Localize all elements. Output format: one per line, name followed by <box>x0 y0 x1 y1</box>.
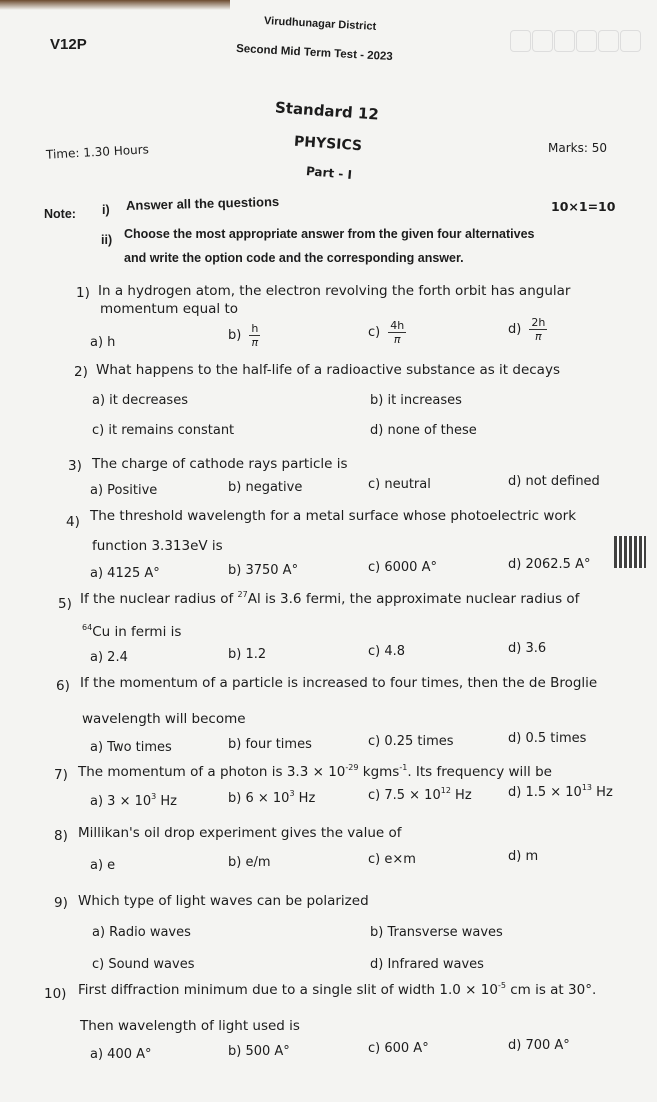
question-text <box>78 825 402 841</box>
option-label: c) e×m <box>368 852 416 867</box>
option-label: c) Sound waves <box>92 957 195 972</box>
option-a <box>90 1047 152 1062</box>
question-number: 5) <box>58 596 72 612</box>
option-label: d) 3.6 <box>508 641 547 656</box>
option-c <box>368 477 431 492</box>
option-b <box>370 925 503 940</box>
option-label: b) 1.2 <box>228 647 267 662</box>
question-number: 8) <box>54 828 68 844</box>
subject-title: PHYSICS <box>293 133 363 155</box>
option-d <box>508 557 590 572</box>
question-number: 9) <box>54 895 68 911</box>
superscript: -1 <box>399 763 408 772</box>
exponent: 3 <box>289 789 295 798</box>
option-b <box>228 791 315 806</box>
option-c <box>368 644 405 659</box>
option-label: b) Transverse waves <box>370 925 503 940</box>
option-c <box>92 957 194 972</box>
option-label: d) 2062.5 A° <box>508 557 591 572</box>
option-d <box>508 316 547 343</box>
question-text <box>98 283 570 299</box>
option-c <box>368 1041 429 1056</box>
option-label: d) 0.5 times <box>508 731 587 746</box>
denominator: π <box>535 330 542 343</box>
option-b <box>228 480 302 495</box>
option-label: c) 0.25 times <box>368 734 454 749</box>
option-d <box>508 641 546 656</box>
text-segment: First diffraction minimum due to a single slit of width 1.0 × 10 <box>78 982 498 998</box>
option-c <box>368 852 416 867</box>
unit: Hz <box>156 794 177 809</box>
text-segment: wavelength will become <box>82 711 246 727</box>
option-label: a) Radio waves <box>92 925 191 940</box>
option-b <box>228 647 266 662</box>
standard-label: Standard 12 <box>274 98 380 124</box>
text-segment: Which type of light waves can be polarized <box>78 893 369 909</box>
qr-code <box>614 536 646 568</box>
text-segment: If the momentum of a particle is increased to four times, then the de Broglie <box>80 675 598 691</box>
question-number: 3) <box>68 458 82 474</box>
option-d <box>508 731 586 746</box>
option-label: c) 7.5 × 10 <box>368 788 441 803</box>
text-segment: cm is at 30°. <box>505 982 597 998</box>
superscript: -5 <box>497 981 506 990</box>
question-number: 6) <box>56 678 70 694</box>
note-ii-line2: and write the option code and the corresponding answer. <box>124 251 464 265</box>
question-text <box>92 456 348 472</box>
register-number-boxes <box>510 30 642 52</box>
option-b <box>370 393 462 408</box>
question-text <box>82 711 246 727</box>
option-label: b) 500 A° <box>228 1044 290 1059</box>
option-b <box>228 855 271 870</box>
unit: Hz <box>450 788 472 803</box>
question-number: 4) <box>66 514 80 530</box>
option-d <box>370 957 484 972</box>
part-label: Part - I <box>305 164 353 182</box>
option-c <box>92 423 234 438</box>
option-label: a) it decreases <box>92 393 188 408</box>
text-segment: The momentum of a photon is 3.3 × 10 <box>78 764 346 780</box>
numerator: h <box>251 322 259 335</box>
option-a <box>90 566 160 581</box>
superscript: -29 <box>345 763 359 772</box>
fraction <box>529 316 547 343</box>
marks-formula: 10×1=10 <box>551 199 616 214</box>
option-a <box>90 650 128 665</box>
option-label: c) 6000 A° <box>368 560 437 575</box>
option-label: d) m <box>508 849 539 864</box>
option-a <box>92 393 188 408</box>
district-name: Virudhunagar District <box>263 15 377 33</box>
question-text <box>78 764 552 780</box>
option-a <box>92 925 191 940</box>
text-segment: . Its frequency will be <box>407 764 552 780</box>
numerator: 2h <box>531 316 546 329</box>
option-b <box>228 322 260 349</box>
note-i-number: i) <box>102 203 110 217</box>
option-label: d) not defined <box>508 474 600 489</box>
option-label: d) 1.5 × 10 <box>508 785 582 800</box>
unit: Hz <box>294 791 316 806</box>
option-a <box>90 335 115 350</box>
option-b <box>228 563 298 578</box>
text-segment: The charge of cathode rays particle is <box>92 456 348 472</box>
question-number: 7) <box>54 767 68 783</box>
fraction <box>249 322 260 349</box>
scan-edge <box>0 0 230 10</box>
question-text <box>78 982 596 998</box>
option-d <box>508 849 538 864</box>
text-segment: momentum equal to <box>100 301 239 317</box>
text-segment: function 3.313eV is <box>92 538 223 554</box>
option-label: b) e/m <box>228 855 271 870</box>
option-label: a) Positive <box>90 483 158 498</box>
note-i-text: Answer all the questions <box>125 193 280 214</box>
option-label: b) 6 × 10 <box>228 791 290 806</box>
question-text <box>92 538 223 554</box>
option-label: a) 4125 A° <box>90 566 160 581</box>
text-segment: kgms <box>358 764 400 780</box>
option-c <box>368 560 437 575</box>
question-number: 2) <box>74 364 88 380</box>
text-segment: Millikan's oil drop experiment gives the value of <box>78 825 402 841</box>
option-label: a) e <box>90 858 116 873</box>
option-b <box>228 1044 290 1059</box>
option-d <box>508 474 600 489</box>
marks-label: Marks: 50 <box>548 141 607 155</box>
option-b <box>228 737 312 752</box>
denominator: π <box>251 336 259 349</box>
paper-code: V12P <box>50 36 87 53</box>
option-label: b) 3750 A° <box>228 563 299 578</box>
question-text <box>96 362 560 378</box>
text-segment: If the nuclear radius of <box>80 591 238 607</box>
text-segment: Cu in fermi is <box>92 624 182 640</box>
time-label: Time: 1.30 Hours <box>45 142 150 162</box>
option-label: c) neutral <box>368 477 431 492</box>
option-a <box>90 483 157 498</box>
exponent: 3 <box>151 792 157 801</box>
option-d <box>370 423 477 438</box>
fraction <box>388 319 406 346</box>
option-d <box>508 1038 570 1053</box>
denominator: π <box>393 333 401 346</box>
text-segment: Al is 3.6 fermi, the approximate nuclear radius of <box>247 591 580 607</box>
text-segment: The threshold wavelength for a metal surface whose photoelectric work <box>90 508 577 524</box>
question-text <box>100 301 238 317</box>
option-d <box>508 785 613 800</box>
text-segment: In a hydrogen atom, the electron revolving the forth orbit has angular <box>98 283 571 299</box>
unit: Hz <box>592 785 613 800</box>
text-segment: What happens to the half-life of a radioactive substance as it decays <box>96 362 560 378</box>
question-text <box>80 675 597 691</box>
option-label: b) negative <box>228 480 303 495</box>
option-label: a) h <box>90 335 116 350</box>
option-label: b) it increases <box>370 393 462 408</box>
option-label: c) it remains constant <box>92 423 235 438</box>
superscript: 27 <box>237 590 248 599</box>
superscript: 64 <box>82 623 93 632</box>
option-a <box>90 740 172 755</box>
question-text <box>80 591 579 607</box>
option-a <box>90 858 115 873</box>
question-number: 10) <box>44 986 67 1002</box>
option-label: d) Infrared waves <box>370 957 484 972</box>
option-label: b) four times <box>228 737 312 752</box>
exponent: 13 <box>581 783 593 792</box>
note-label: Note: <box>44 207 76 221</box>
option-label: b) <box>228 328 242 343</box>
question-text <box>90 508 576 524</box>
numerator: 4h <box>390 319 405 332</box>
option-label: c) 4.8 <box>368 644 406 659</box>
note-ii-line1: Choose the most appropriate answer from the given four alternatives <box>124 227 535 241</box>
option-c <box>368 319 406 346</box>
question-text <box>82 624 181 640</box>
option-c <box>368 734 454 749</box>
note-ii-number: ii) <box>101 233 113 247</box>
option-c <box>368 788 472 803</box>
text-segment: Then wavelength of light used is <box>80 1018 300 1034</box>
question-text <box>78 893 369 909</box>
option-label: d) none of these <box>370 423 477 438</box>
option-label: d) 700 A° <box>508 1038 570 1053</box>
option-label: c) 600 A° <box>368 1041 429 1056</box>
exam-title: Second Mid Term Test - 2023 <box>235 42 394 64</box>
option-label: d) <box>508 322 522 337</box>
option-a <box>90 794 177 809</box>
option-label: a) 2.4 <box>90 650 128 665</box>
option-label: a) 3 × 10 <box>90 794 152 809</box>
option-label: a) Two times <box>90 740 172 755</box>
exponent: 12 <box>440 786 451 795</box>
question-number: 1) <box>76 285 90 301</box>
option-label: c) <box>368 325 381 340</box>
option-label: a) 400 A° <box>90 1047 152 1062</box>
question-text <box>80 1018 300 1034</box>
